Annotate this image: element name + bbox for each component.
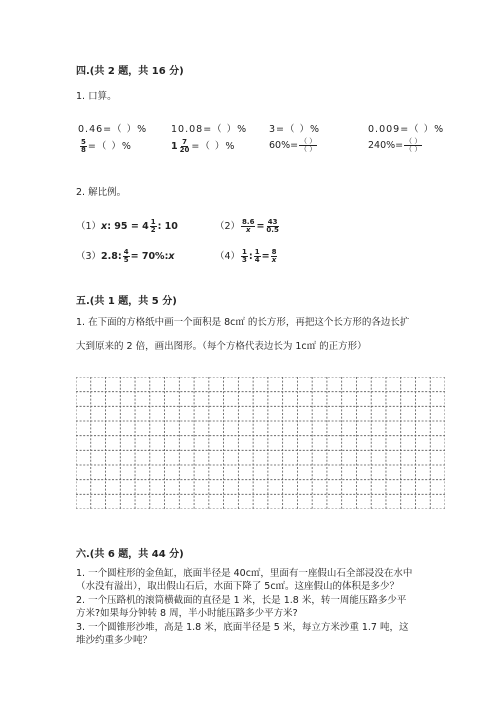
oral-item-1: 0.46=（ ）%	[78, 124, 148, 135]
s6-line-4: 方米?如果每分钟转 8 周，半小时能压路多少平方米?	[76, 608, 298, 619]
section-4-title: 四.(共 2 题，共 16 分)	[76, 66, 184, 77]
section-5-title: 五.(共 1 题，共 5 分)	[76, 296, 177, 307]
oral-item-2: 10.08=（ ）%	[171, 124, 248, 135]
square-grid[interactable]	[76, 377, 445, 509]
oral-item-7: 60%= $\frac{( )}{( )}$	[269, 137, 317, 153]
oral-item-6: 1 $\frac{7}{20}$ =（ ）%	[171, 138, 236, 154]
oral-item-3: 3=（ ）%	[269, 124, 321, 135]
s6-line-1: 1. 一个圆柱形的金鱼缸，底面半径是 40c㎡，里面有一座假山石全部浸没在水中	[76, 568, 413, 579]
s6-line-3: 2. 一个压路机的滚筒横截面的直径是 1 米，长是 1.8 米，转一周能压路多少平	[76, 595, 407, 606]
oral-item-5: $\frac{5}{8}$ =（ ）%	[81, 138, 132, 154]
proportion-2: （2） $\frac{8.6}{x}$ = $\frac{43}{0.5}$	[215, 218, 279, 234]
proportion-3: （3）2.8: $\frac{4}{5}$ = 70%:x	[76, 248, 175, 264]
proportion-1: （1）x: 95 = 4 $\frac{1}{2}$ : 10	[76, 218, 178, 234]
oral-item-8: 240%= $\frac{( )}{( )}$	[368, 137, 422, 153]
s5-q1-line2: 大到原来的 2 倍，画出图形。（每个方格代表边长为 1c㎡ 的正方形）	[76, 341, 367, 352]
oral-item-4: 0.009=（ ）%	[368, 124, 445, 135]
q1-label: 1. 口算。	[76, 91, 117, 102]
s6-line-5: 3. 一个圆锥形沙堆，高是 1.8 米，底面半径是 5 米，每立方米沙重 1.7 吨，这	[76, 622, 409, 633]
s6-line-6: 堆沙约重多少吨？	[76, 635, 153, 646]
s6-line-2: （水没有溢出），取出假山石后，水面下降了 5c㎡。这座假山的体积是多少？	[76, 581, 400, 592]
s5-q1-line1: 1. 在下面的方格纸中画一个面积是 8c㎡ 的长方形，再把这个长方形的各边长扩	[76, 317, 410, 328]
section-6-title: 六.(共 6 题，共 44 分)	[76, 549, 184, 560]
proportion-4: （4） $\frac{1}{3}$ : $\frac{1}{4}$ = $\frac{8}{x}$	[215, 248, 277, 264]
q2-label: 2. 解比例。	[76, 187, 127, 198]
